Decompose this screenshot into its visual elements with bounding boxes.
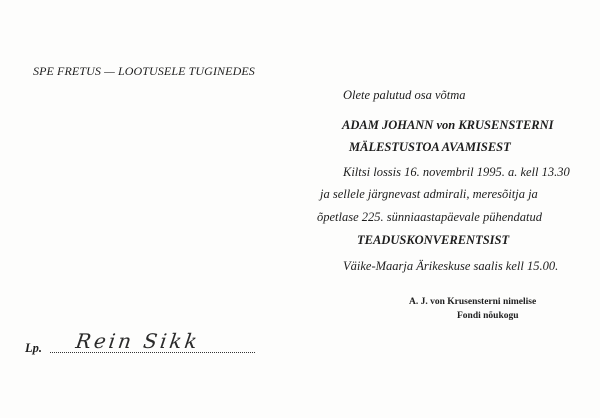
- place-time-line: Kiltsi lossis 16. novembril 1995. a. kell 13.30: [343, 165, 570, 179]
- detail-line-2: õpetlase 225. sünniaastapäevale pühendatud: [317, 210, 542, 224]
- signatory-line-2: Fondi nõukogu: [457, 311, 519, 321]
- detail-line-1: ja sellele järgnevast admirali, meresõitja ja: [320, 187, 538, 201]
- invitation-line: Olete palutud osa võtma: [343, 88, 466, 102]
- honoree-line-2: MÄLESTUSTOA AVAMISEST: [349, 140, 511, 154]
- honoree-line-1: ADAM JOHANN von KRUSENSTERNI: [342, 118, 554, 132]
- handwritten-addressee: Rein Sikk: [74, 329, 202, 353]
- signatory-line-1: A. J. von Krusensterni nimelise: [409, 297, 537, 307]
- addressee-label: Lp.: [25, 341, 43, 355]
- motto: SPE FRETUS — LOOTUSELE TUGINEDES: [33, 64, 255, 78]
- event-title: TEADUSKONVERENTSIST: [357, 233, 510, 247]
- venue-line: Väike-Maarja Ärikeskuse saalis kell 15.00.: [343, 259, 559, 273]
